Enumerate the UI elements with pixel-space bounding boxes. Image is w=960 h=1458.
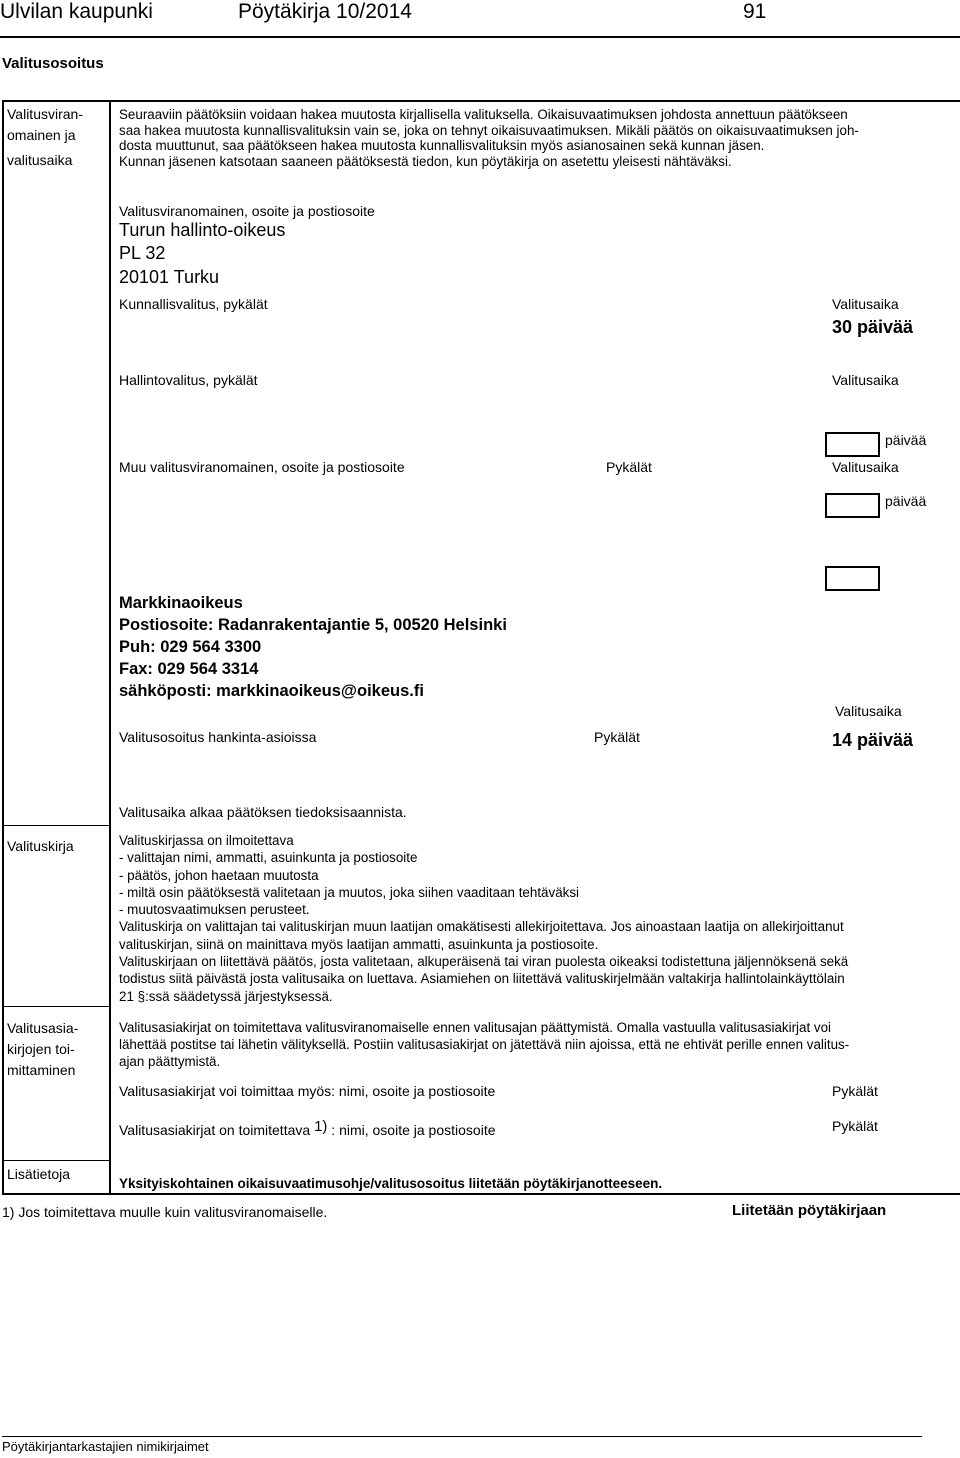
municipal-appeal-label: Kunnallisvalitus, pykälät <box>119 296 268 312</box>
delivery-also-label: Valitusasiakirjat voi toimittaa myös: nimi, osoite ja postiosoite <box>119 1083 496 1099</box>
market-period-label: Valitusaika <box>835 703 902 719</box>
label-delivery-line: kirjojen toi- <box>7 1041 75 1057</box>
row-rule-extra <box>2 1160 110 1161</box>
letter-line: Valituskirjassa on ilmoitettava <box>119 833 294 848</box>
letter-paragraph <box>119 833 848 1004</box>
admin-days-box[interactable] <box>825 432 880 457</box>
letter-line: valituskirjan, siinä on mainittava myös laatijan ammatti, asuinkunta ja postiosoite. <box>119 936 599 952</box>
other-sections-label: Pykälät <box>606 459 652 475</box>
admin-appeal-label: Hallintovalitus, pykälät <box>119 372 258 388</box>
extra-text: Yksityiskohtainen oikaisuvaatimusohje/valitusosoitus liitetään pöytäkirjanotteeseen. <box>119 1176 663 1191</box>
letter-line: todistus siitä päivästä josta valitusaika on luettava. Asiamiehen on liitettävä valituskirjelmään valtakirja hallintolainkäyttölain <box>119 971 845 987</box>
letter-line: - valittajan nimi, ammatti, asuinkunta ja postiosoite <box>119 850 418 866</box>
other-days-unit: päivää <box>885 493 927 509</box>
municipal-period: 30 päivää <box>832 317 914 337</box>
section-title: Valitusosoitus <box>2 55 104 72</box>
procurement-label: Valitusosoitus hankinta-asioissa <box>119 729 317 745</box>
delivery-paragraph <box>119 1020 849 1070</box>
letter-line: Valituskirjaan on liitettävä päätös, josta valitetaan, alkuperäisenä tai viran puolesta oikeaksi todistettuna jäljennöksenä sekä <box>119 954 849 970</box>
delivery-must-sections: Pykälät <box>832 1118 878 1134</box>
letter-line: - miltä osin päätöksestä valitetaan ja muutos, joka siihen vaaditaan tehtäväksi <box>119 884 580 900</box>
authority-caption: Valitusviranomainen, osoite ja postiosoite <box>119 203 375 219</box>
admin-days-unit: päivää <box>885 432 927 448</box>
delivery-also-sections: Pykälät <box>832 1083 878 1099</box>
intro-line: dosta muuttunut, saa päätökseen hakea muutosta kunnallisvalituksin myös asianosainen sekä kunnan jäsen. <box>119 138 765 154</box>
frame-left <box>2 100 4 1194</box>
admin-period-label: Valitusaika <box>832 372 899 388</box>
authority-name: Turun hallinto-oikeus <box>119 220 286 240</box>
other-period-label: Valitusaika <box>832 459 899 475</box>
delivery-must-footnote-marker: 1) <box>314 1118 328 1135</box>
delivery-must-text: Valitusasiakirjat on toimitettava <box>119 1122 311 1138</box>
delivery-must-text-post: : nimi, osoite ja postiosoite <box>331 1122 496 1138</box>
market-sections-label: Pykälät <box>594 729 640 745</box>
label-letter: Valituskirja <box>7 838 74 854</box>
delivery-line: lähettää postitse tai lähetin välityksellä. Postiin valitusasiakirjat on jätettävä niin ajoissa, että ne ehtivät perille ennen valitus- <box>119 1037 850 1053</box>
attach-note: Liitetään pöytäkirjaan <box>732 1202 887 1219</box>
label-delivery <box>7 1018 78 1081</box>
label-authority-line: omainen ja <box>7 127 76 143</box>
signature-rule <box>2 1436 922 1437</box>
frame-top <box>2 100 960 102</box>
row-rule-delivery <box>2 1006 110 1007</box>
market-days-box[interactable] <box>825 566 880 591</box>
period-start: Valitusaika alkaa päätöksen tiedoksisaannista. <box>119 804 407 820</box>
intro-line: saa hakea muutosta kunnallisvalituksin vain se, joka on tehnyt oikaisuvaatimuksen. Mikäli päätös on oikaisuvaatimuksen joh- <box>119 122 859 138</box>
market-court-email: sähköposti: markkinaoikeus@oikeus.fi <box>119 682 424 700</box>
market-court-postal: Postiosoite: Radanrakentajantie 5, 00520 Helsinki <box>119 616 507 634</box>
header-city: Ulvilan kaupunki <box>0 0 153 23</box>
signature-label: Pöytäkirjantarkastajien nimikirjaimet <box>2 1439 209 1454</box>
delivery-must-label <box>119 1118 496 1139</box>
intro-line: Kunnan jäsenen katsotaan saaneen päätöksestä tiedon, kun pöytäkirja on asetettu yleisesti nähtäväksi. <box>119 154 732 170</box>
row-rule-letter <box>2 825 110 826</box>
market-period: 14 päivää <box>832 730 914 750</box>
intro-line: Seuraaviin päätöksiin voidaan hakea muutosta kirjallisella valituksella. Oikaisuvaatimuksen johdosta annettuun päätökseen <box>119 107 848 122</box>
delivery-line: Valitusasiakirjat on toimitettava valitusviranomaiselle ennen valitusajan päättymistä. Omalla vastuulla valitusasiakirjat voi <box>119 1020 832 1035</box>
market-court-name: Markkinaoikeus <box>119 594 243 612</box>
header-page-number: 91 <box>743 0 767 23</box>
label-authority-line: Valitusviran- <box>7 106 83 122</box>
other-days-box[interactable] <box>825 493 880 518</box>
label-delivery-line: Valitusasia- <box>7 1020 79 1036</box>
letter-line: 21 §:ssä säädetyssä järjestyksessä. <box>119 988 333 1004</box>
authority-po-box: PL 32 <box>119 243 166 263</box>
letter-line: - päätös, johon haetaan muutosta <box>119 867 319 883</box>
other-authority-label: Muu valitusviranomainen, osoite ja postiosoite <box>119 459 405 475</box>
letter-line: Valituskirja on valittajan tai valituskirjan muun laatijan omakätisesti allekirjoitettava. Jos ainoastaan laatija on allekirjoittanut <box>119 919 844 935</box>
intro-paragraph <box>119 107 859 170</box>
header-doc-title: Pöytäkirja 10/2014 <box>238 0 412 23</box>
footnote: 1) Jos toimitettava muulle kuin valitusviranomaiselle. <box>2 1204 328 1220</box>
label-authority-line: valitusaika <box>7 152 73 168</box>
header-rule <box>0 36 960 38</box>
delivery-line: ajan päättymistä. <box>119 1054 221 1070</box>
label-delivery-line: mittaminen <box>7 1062 76 1078</box>
market-court-phone: Puh: 029 564 3300 <box>119 638 262 656</box>
frame-bottom <box>2 1193 960 1195</box>
municipal-period-label: Valitusaika <box>832 296 899 312</box>
label-extra: Lisätietoja <box>7 1166 71 1182</box>
letter-line: - muutosvaatimuksen perusteet. <box>119 902 310 918</box>
frame-divider <box>109 100 111 1194</box>
label-authority <box>7 104 83 171</box>
authority-postal: 20101 Turku <box>119 267 220 287</box>
market-court-fax: Fax: 029 564 3314 <box>119 660 259 678</box>
